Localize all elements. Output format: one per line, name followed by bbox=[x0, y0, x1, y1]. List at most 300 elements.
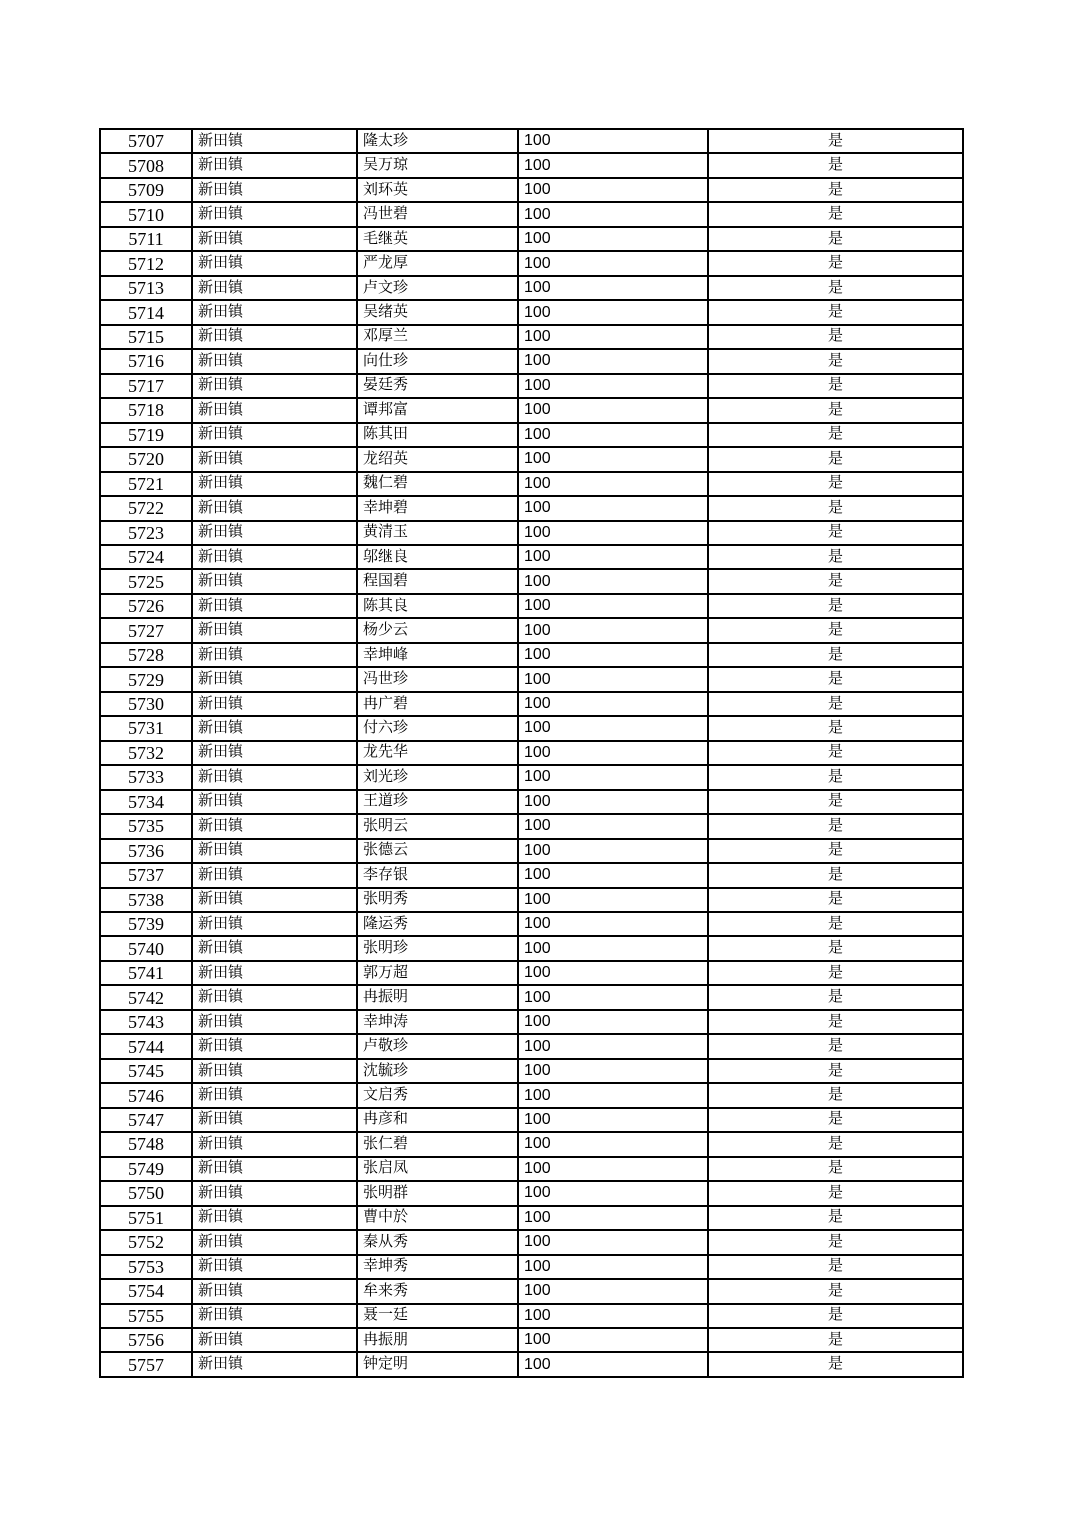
row-index-cell: 5708 bbox=[100, 153, 192, 177]
town-cell: 新田镇 bbox=[192, 251, 357, 275]
flag-cell: 是 bbox=[708, 985, 963, 1009]
person-name-cell: 冉彦和 bbox=[357, 1108, 518, 1132]
flag-cell: 是 bbox=[708, 545, 963, 569]
person-name-cell: 谭邦富 bbox=[357, 398, 518, 422]
person-name-cell: 晏廷秀 bbox=[357, 374, 518, 398]
flag-cell: 是 bbox=[708, 251, 963, 275]
person-name-cell: 张明群 bbox=[357, 1181, 518, 1205]
row-index-cell: 5715 bbox=[100, 325, 192, 349]
score-cell: 100 bbox=[518, 814, 708, 838]
row-index-cell: 5754 bbox=[100, 1279, 192, 1303]
flag-cell: 是 bbox=[708, 618, 963, 642]
town-cell: 新田镇 bbox=[192, 1132, 357, 1156]
row-index-cell: 5745 bbox=[100, 1059, 192, 1083]
table-row bbox=[100, 814, 963, 838]
score-cell: 100 bbox=[518, 1132, 708, 1156]
flag-cell: 是 bbox=[708, 300, 963, 324]
town-cell: 新田镇 bbox=[192, 985, 357, 1009]
flag-cell: 是 bbox=[708, 961, 963, 985]
flag-cell: 是 bbox=[708, 594, 963, 618]
score-cell: 100 bbox=[518, 1230, 708, 1254]
flag-cell: 是 bbox=[708, 1010, 963, 1034]
person-name-cell: 陈其良 bbox=[357, 594, 518, 618]
table-row bbox=[100, 912, 963, 936]
table-row bbox=[100, 447, 963, 471]
table-row bbox=[100, 1108, 963, 1132]
records-table bbox=[99, 128, 964, 1378]
row-index-cell: 5729 bbox=[100, 667, 192, 691]
row-index-cell: 5717 bbox=[100, 374, 192, 398]
person-name-cell: 杨少云 bbox=[357, 618, 518, 642]
person-name-cell: 冉振明 bbox=[357, 985, 518, 1009]
person-name-cell: 冉振朋 bbox=[357, 1328, 518, 1352]
town-cell: 新田镇 bbox=[192, 496, 357, 520]
person-name-cell: 张明珍 bbox=[357, 936, 518, 960]
flag-cell: 是 bbox=[708, 521, 963, 545]
table-row bbox=[100, 839, 963, 863]
person-name-cell: 幸坤涛 bbox=[357, 1010, 518, 1034]
flag-cell: 是 bbox=[708, 374, 963, 398]
town-cell: 新田镇 bbox=[192, 741, 357, 765]
score-cell: 100 bbox=[518, 1328, 708, 1352]
row-index-cell: 5709 bbox=[100, 178, 192, 202]
flag-cell: 是 bbox=[708, 692, 963, 716]
row-index-cell: 5719 bbox=[100, 423, 192, 447]
score-cell: 100 bbox=[518, 1352, 708, 1377]
person-name-cell: 张仁碧 bbox=[357, 1132, 518, 1156]
table-row bbox=[100, 276, 963, 300]
row-index-cell: 5756 bbox=[100, 1328, 192, 1352]
town-cell: 新田镇 bbox=[192, 447, 357, 471]
town-cell: 新田镇 bbox=[192, 1328, 357, 1352]
town-cell: 新田镇 bbox=[192, 545, 357, 569]
town-cell: 新田镇 bbox=[192, 1352, 357, 1377]
table-row bbox=[100, 716, 963, 740]
person-name-cell: 龙绍英 bbox=[357, 447, 518, 471]
row-index-cell: 5733 bbox=[100, 765, 192, 789]
person-name-cell: 邓厚兰 bbox=[357, 325, 518, 349]
score-cell: 100 bbox=[518, 643, 708, 667]
table-row bbox=[100, 202, 963, 226]
flag-cell: 是 bbox=[708, 936, 963, 960]
town-cell: 新田镇 bbox=[192, 643, 357, 667]
table-row bbox=[100, 618, 963, 642]
town-cell: 新田镇 bbox=[192, 1010, 357, 1034]
table-row bbox=[100, 985, 963, 1009]
score-cell: 100 bbox=[518, 1181, 708, 1205]
town-cell: 新田镇 bbox=[192, 398, 357, 422]
flag-cell: 是 bbox=[708, 790, 963, 814]
score-cell: 100 bbox=[518, 863, 708, 887]
person-name-cell: 隆运秀 bbox=[357, 912, 518, 936]
town-cell: 新田镇 bbox=[192, 618, 357, 642]
table-container bbox=[99, 128, 964, 1378]
person-name-cell: 卢敬珍 bbox=[357, 1034, 518, 1058]
table-row bbox=[100, 325, 963, 349]
town-cell: 新田镇 bbox=[192, 1083, 357, 1107]
person-name-cell: 付六珍 bbox=[357, 716, 518, 740]
records-table-body bbox=[100, 129, 963, 1377]
score-cell: 100 bbox=[518, 227, 708, 251]
row-index-cell: 5711 bbox=[100, 227, 192, 251]
table-row bbox=[100, 521, 963, 545]
flag-cell: 是 bbox=[708, 765, 963, 789]
person-name-cell: 张明秀 bbox=[357, 888, 518, 912]
row-index-cell: 5749 bbox=[100, 1157, 192, 1181]
score-cell: 100 bbox=[518, 985, 708, 1009]
score-cell: 100 bbox=[518, 1279, 708, 1303]
person-name-cell: 向仕珍 bbox=[357, 349, 518, 373]
town-cell: 新田镇 bbox=[192, 1230, 357, 1254]
flag-cell: 是 bbox=[708, 398, 963, 422]
table-row bbox=[100, 790, 963, 814]
person-name-cell: 冉广碧 bbox=[357, 692, 518, 716]
person-name-cell: 牟来秀 bbox=[357, 1279, 518, 1303]
table-row bbox=[100, 692, 963, 716]
flag-cell: 是 bbox=[708, 1034, 963, 1058]
person-name-cell: 张明云 bbox=[357, 814, 518, 838]
town-cell: 新田镇 bbox=[192, 790, 357, 814]
town-cell: 新田镇 bbox=[192, 667, 357, 691]
row-index-cell: 5736 bbox=[100, 839, 192, 863]
town-cell: 新田镇 bbox=[192, 961, 357, 985]
row-index-cell: 5740 bbox=[100, 936, 192, 960]
table-row bbox=[100, 472, 963, 496]
score-cell: 100 bbox=[518, 888, 708, 912]
score-cell: 100 bbox=[518, 251, 708, 275]
score-cell: 100 bbox=[518, 447, 708, 471]
town-cell: 新田镇 bbox=[192, 1059, 357, 1083]
person-name-cell: 钟定明 bbox=[357, 1352, 518, 1377]
flag-cell: 是 bbox=[708, 569, 963, 593]
town-cell: 新田镇 bbox=[192, 1304, 357, 1328]
person-name-cell: 郭万超 bbox=[357, 961, 518, 985]
row-index-cell: 5728 bbox=[100, 643, 192, 667]
town-cell: 新田镇 bbox=[192, 594, 357, 618]
row-index-cell: 5743 bbox=[100, 1010, 192, 1034]
flag-cell: 是 bbox=[708, 1083, 963, 1107]
table-row bbox=[100, 398, 963, 422]
table-row bbox=[100, 1230, 963, 1254]
table-row bbox=[100, 1083, 963, 1107]
flag-cell: 是 bbox=[708, 178, 963, 202]
row-index-cell: 5710 bbox=[100, 202, 192, 226]
town-cell: 新田镇 bbox=[192, 1108, 357, 1132]
flag-cell: 是 bbox=[708, 153, 963, 177]
town-cell: 新田镇 bbox=[192, 300, 357, 324]
row-index-cell: 5757 bbox=[100, 1352, 192, 1377]
score-cell: 100 bbox=[518, 202, 708, 226]
town-cell: 新田镇 bbox=[192, 839, 357, 863]
flag-cell: 是 bbox=[708, 741, 963, 765]
row-index-cell: 5731 bbox=[100, 716, 192, 740]
flag-cell: 是 bbox=[708, 447, 963, 471]
person-name-cell: 张启凤 bbox=[357, 1157, 518, 1181]
row-index-cell: 5721 bbox=[100, 472, 192, 496]
flag-cell: 是 bbox=[708, 227, 963, 251]
town-cell: 新田镇 bbox=[192, 888, 357, 912]
table-row bbox=[100, 1010, 963, 1034]
row-index-cell: 5751 bbox=[100, 1206, 192, 1230]
table-row bbox=[100, 643, 963, 667]
score-cell: 100 bbox=[518, 936, 708, 960]
person-name-cell: 幸坤峰 bbox=[357, 643, 518, 667]
score-cell: 100 bbox=[518, 153, 708, 177]
person-name-cell: 魏仁碧 bbox=[357, 472, 518, 496]
person-name-cell: 陈其田 bbox=[357, 423, 518, 447]
row-index-cell: 5737 bbox=[100, 863, 192, 887]
row-index-cell: 5741 bbox=[100, 961, 192, 985]
row-index-cell: 5724 bbox=[100, 545, 192, 569]
table-row bbox=[100, 1034, 963, 1058]
town-cell: 新田镇 bbox=[192, 692, 357, 716]
score-cell: 100 bbox=[518, 594, 708, 618]
row-index-cell: 5739 bbox=[100, 912, 192, 936]
flag-cell: 是 bbox=[708, 1059, 963, 1083]
row-index-cell: 5738 bbox=[100, 888, 192, 912]
row-index-cell: 5748 bbox=[100, 1132, 192, 1156]
row-index-cell: 5714 bbox=[100, 300, 192, 324]
row-index-cell: 5750 bbox=[100, 1181, 192, 1205]
person-name-cell: 聂一廷 bbox=[357, 1304, 518, 1328]
row-index-cell: 5744 bbox=[100, 1034, 192, 1058]
town-cell: 新田镇 bbox=[192, 202, 357, 226]
table-row bbox=[100, 1304, 963, 1328]
score-cell: 100 bbox=[518, 1157, 708, 1181]
table-row bbox=[100, 374, 963, 398]
row-index-cell: 5734 bbox=[100, 790, 192, 814]
row-index-cell: 5726 bbox=[100, 594, 192, 618]
person-name-cell: 冯世碧 bbox=[357, 202, 518, 226]
row-index-cell: 5718 bbox=[100, 398, 192, 422]
person-name-cell: 秦从秀 bbox=[357, 1230, 518, 1254]
table-row bbox=[100, 888, 963, 912]
table-row bbox=[100, 1059, 963, 1083]
town-cell: 新田镇 bbox=[192, 1255, 357, 1279]
person-name-cell: 黄清玉 bbox=[357, 521, 518, 545]
person-name-cell: 邬继良 bbox=[357, 545, 518, 569]
town-cell: 新田镇 bbox=[192, 936, 357, 960]
score-cell: 100 bbox=[518, 1304, 708, 1328]
town-cell: 新田镇 bbox=[192, 423, 357, 447]
table-row bbox=[100, 1352, 963, 1377]
town-cell: 新田镇 bbox=[192, 374, 357, 398]
score-cell: 100 bbox=[518, 1034, 708, 1058]
row-index-cell: 5732 bbox=[100, 741, 192, 765]
score-cell: 100 bbox=[518, 325, 708, 349]
score-cell: 100 bbox=[518, 1083, 708, 1107]
score-cell: 100 bbox=[518, 1010, 708, 1034]
flag-cell: 是 bbox=[708, 129, 963, 153]
row-index-cell: 5742 bbox=[100, 985, 192, 1009]
person-name-cell: 幸坤碧 bbox=[357, 496, 518, 520]
score-cell: 100 bbox=[518, 1206, 708, 1230]
flag-cell: 是 bbox=[708, 276, 963, 300]
table-row bbox=[100, 129, 963, 153]
town-cell: 新田镇 bbox=[192, 1034, 357, 1058]
score-cell: 100 bbox=[518, 521, 708, 545]
flag-cell: 是 bbox=[708, 496, 963, 520]
table-row bbox=[100, 863, 963, 887]
score-cell: 100 bbox=[518, 349, 708, 373]
row-index-cell: 5755 bbox=[100, 1304, 192, 1328]
table-row bbox=[100, 569, 963, 593]
flag-cell: 是 bbox=[708, 1352, 963, 1377]
flag-cell: 是 bbox=[708, 888, 963, 912]
row-index-cell: 5727 bbox=[100, 618, 192, 642]
score-cell: 100 bbox=[518, 667, 708, 691]
table-row bbox=[100, 1181, 963, 1205]
person-name-cell: 张德云 bbox=[357, 839, 518, 863]
town-cell: 新田镇 bbox=[192, 569, 357, 593]
person-name-cell: 王道珍 bbox=[357, 790, 518, 814]
table-row bbox=[100, 1132, 963, 1156]
person-name-cell: 刘环英 bbox=[357, 178, 518, 202]
row-index-cell: 5712 bbox=[100, 251, 192, 275]
score-cell: 100 bbox=[518, 839, 708, 863]
town-cell: 新田镇 bbox=[192, 325, 357, 349]
score-cell: 100 bbox=[518, 545, 708, 569]
person-name-cell: 隆太珍 bbox=[357, 129, 518, 153]
row-index-cell: 5746 bbox=[100, 1083, 192, 1107]
table-row bbox=[100, 349, 963, 373]
table-row bbox=[100, 1157, 963, 1181]
town-cell: 新田镇 bbox=[192, 765, 357, 789]
flag-cell: 是 bbox=[708, 1279, 963, 1303]
row-index-cell: 5735 bbox=[100, 814, 192, 838]
flag-cell: 是 bbox=[708, 1255, 963, 1279]
score-cell: 100 bbox=[518, 178, 708, 202]
town-cell: 新田镇 bbox=[192, 1206, 357, 1230]
row-index-cell: 5716 bbox=[100, 349, 192, 373]
table-row bbox=[100, 765, 963, 789]
table-row bbox=[100, 741, 963, 765]
flag-cell: 是 bbox=[708, 1328, 963, 1352]
score-cell: 100 bbox=[518, 1059, 708, 1083]
flag-cell: 是 bbox=[708, 1132, 963, 1156]
person-name-cell: 龙先华 bbox=[357, 741, 518, 765]
table-row bbox=[100, 300, 963, 324]
flag-cell: 是 bbox=[708, 1181, 963, 1205]
score-cell: 100 bbox=[518, 912, 708, 936]
town-cell: 新田镇 bbox=[192, 227, 357, 251]
town-cell: 新田镇 bbox=[192, 716, 357, 740]
flag-cell: 是 bbox=[708, 472, 963, 496]
row-index-cell: 5747 bbox=[100, 1108, 192, 1132]
table-row bbox=[100, 1279, 963, 1303]
score-cell: 100 bbox=[518, 1108, 708, 1132]
person-name-cell: 沈毓珍 bbox=[357, 1059, 518, 1083]
row-index-cell: 5713 bbox=[100, 276, 192, 300]
person-name-cell: 毛继英 bbox=[357, 227, 518, 251]
town-cell: 新田镇 bbox=[192, 1181, 357, 1205]
table-row bbox=[100, 961, 963, 985]
flag-cell: 是 bbox=[708, 863, 963, 887]
row-index-cell: 5707 bbox=[100, 129, 192, 153]
flag-cell: 是 bbox=[708, 839, 963, 863]
table-row bbox=[100, 1206, 963, 1230]
score-cell: 100 bbox=[518, 374, 708, 398]
person-name-cell: 吴万琼 bbox=[357, 153, 518, 177]
table-row bbox=[100, 594, 963, 618]
town-cell: 新田镇 bbox=[192, 129, 357, 153]
table-row bbox=[100, 936, 963, 960]
score-cell: 100 bbox=[518, 716, 708, 740]
town-cell: 新田镇 bbox=[192, 349, 357, 373]
table-row bbox=[100, 227, 963, 251]
flag-cell: 是 bbox=[708, 667, 963, 691]
flag-cell: 是 bbox=[708, 202, 963, 226]
person-name-cell: 冯世珍 bbox=[357, 667, 518, 691]
town-cell: 新田镇 bbox=[192, 276, 357, 300]
flag-cell: 是 bbox=[708, 1108, 963, 1132]
town-cell: 新田镇 bbox=[192, 178, 357, 202]
person-name-cell: 幸坤秀 bbox=[357, 1255, 518, 1279]
table-row bbox=[100, 667, 963, 691]
flag-cell: 是 bbox=[708, 325, 963, 349]
row-index-cell: 5730 bbox=[100, 692, 192, 716]
score-cell: 100 bbox=[518, 398, 708, 422]
score-cell: 100 bbox=[518, 765, 708, 789]
flag-cell: 是 bbox=[708, 1304, 963, 1328]
flag-cell: 是 bbox=[708, 1230, 963, 1254]
table-row bbox=[100, 153, 963, 177]
flag-cell: 是 bbox=[708, 643, 963, 667]
town-cell: 新田镇 bbox=[192, 912, 357, 936]
person-name-cell: 程国碧 bbox=[357, 569, 518, 593]
person-name-cell: 曹中於 bbox=[357, 1206, 518, 1230]
score-cell: 100 bbox=[518, 496, 708, 520]
town-cell: 新田镇 bbox=[192, 814, 357, 838]
score-cell: 100 bbox=[518, 472, 708, 496]
score-cell: 100 bbox=[518, 300, 708, 324]
score-cell: 100 bbox=[518, 618, 708, 642]
score-cell: 100 bbox=[518, 961, 708, 985]
table-row bbox=[100, 1328, 963, 1352]
table-row bbox=[100, 496, 963, 520]
score-cell: 100 bbox=[518, 692, 708, 716]
person-name-cell: 李存银 bbox=[357, 863, 518, 887]
score-cell: 100 bbox=[518, 276, 708, 300]
score-cell: 100 bbox=[518, 569, 708, 593]
row-index-cell: 5752 bbox=[100, 1230, 192, 1254]
person-name-cell: 严龙厚 bbox=[357, 251, 518, 275]
flag-cell: 是 bbox=[708, 814, 963, 838]
score-cell: 100 bbox=[518, 129, 708, 153]
town-cell: 新田镇 bbox=[192, 1279, 357, 1303]
row-index-cell: 5725 bbox=[100, 569, 192, 593]
town-cell: 新田镇 bbox=[192, 153, 357, 177]
score-cell: 100 bbox=[518, 790, 708, 814]
person-name-cell: 刘光珍 bbox=[357, 765, 518, 789]
row-index-cell: 5720 bbox=[100, 447, 192, 471]
flag-cell: 是 bbox=[708, 349, 963, 373]
table-row bbox=[100, 251, 963, 275]
flag-cell: 是 bbox=[708, 423, 963, 447]
town-cell: 新田镇 bbox=[192, 521, 357, 545]
person-name-cell: 卢文珍 bbox=[357, 276, 518, 300]
table-row bbox=[100, 423, 963, 447]
table-row bbox=[100, 1255, 963, 1279]
row-index-cell: 5753 bbox=[100, 1255, 192, 1279]
row-index-cell: 5723 bbox=[100, 521, 192, 545]
score-cell: 100 bbox=[518, 741, 708, 765]
table-row bbox=[100, 545, 963, 569]
town-cell: 新田镇 bbox=[192, 472, 357, 496]
town-cell: 新田镇 bbox=[192, 1157, 357, 1181]
flag-cell: 是 bbox=[708, 1157, 963, 1181]
row-index-cell: 5722 bbox=[100, 496, 192, 520]
